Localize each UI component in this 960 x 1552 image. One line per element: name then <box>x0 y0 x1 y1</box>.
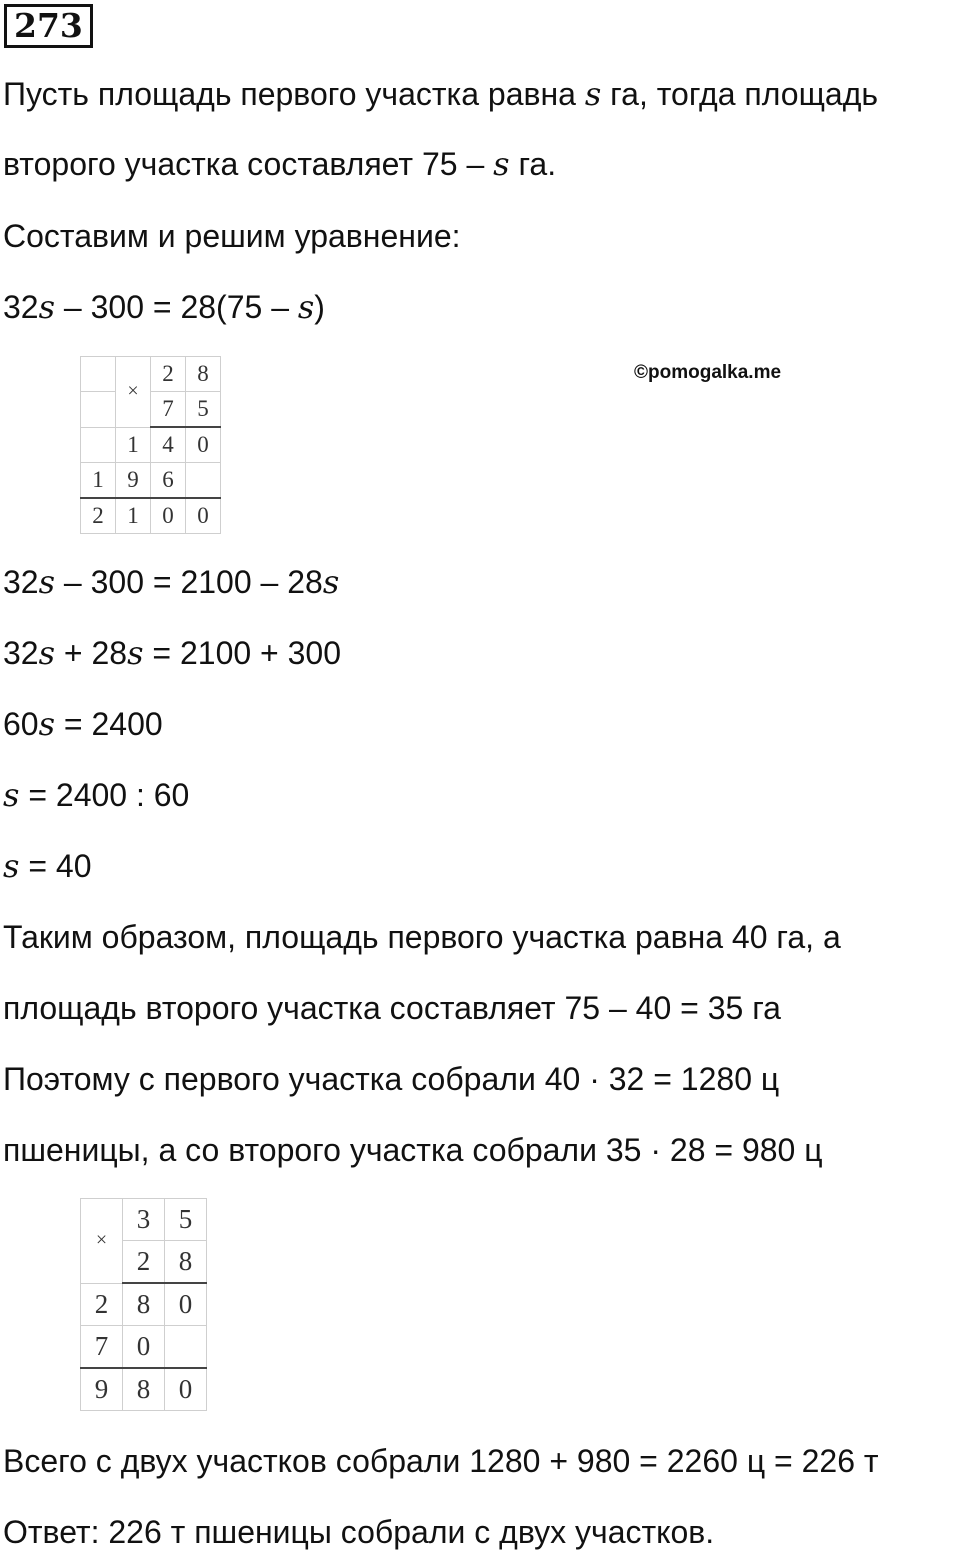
calc-cell: 0 <box>123 1326 165 1369</box>
text: 32 <box>3 635 39 671</box>
variable-s: s <box>584 75 602 113</box>
calc-cell <box>81 427 116 463</box>
calc-cell: 5 <box>186 392 221 428</box>
calc-cell: 2 <box>81 1283 123 1326</box>
calc-cell <box>165 1326 207 1369</box>
calc-cell: 7 <box>81 1326 123 1369</box>
text: второго участка составляет 75 – <box>3 146 494 182</box>
calc-cell: 0 <box>165 1368 207 1411</box>
calc-cell: 2 <box>81 498 116 534</box>
intro-line-2 <box>3 144 556 184</box>
step-3 <box>3 704 163 744</box>
calc-row <box>81 1368 207 1411</box>
text: = 2400 : 60 <box>19 777 190 813</box>
variable-s: s <box>493 145 510 183</box>
calc-row <box>81 1199 207 1241</box>
calc-cell <box>81 392 116 428</box>
calc-cell: 8 <box>123 1283 165 1326</box>
text: – 300 = 28(75 – <box>55 289 298 325</box>
text: – 300 = 2100 – 28 <box>55 564 323 600</box>
watermark: ©pomogalka.me <box>634 362 782 383</box>
calc-row <box>81 498 221 534</box>
equation-main <box>3 287 325 327</box>
total-line: Всего с двух участков собрали 1280 + 980 = 2260 ц = 226 т <box>3 1443 879 1479</box>
conclusion-line-1: Таким образом, площадь первого участка равна 40 га, а <box>3 919 841 955</box>
text: 32 <box>3 289 39 325</box>
answer-line: Ответ: 226 т пшеницы собрали с двух участков. <box>3 1514 715 1550</box>
calc-cell: 5 <box>165 1199 207 1241</box>
conclusion-line-2: площадь второго участка составляет 75 – 40 = 35 га <box>3 990 781 1026</box>
calc-cell <box>186 463 221 499</box>
calc-cell: 9 <box>81 1368 123 1411</box>
multiplication-35x28 <box>80 1198 207 1411</box>
text: га. <box>509 146 557 182</box>
calc-cell: 2 <box>123 1241 165 1284</box>
intro-line-3: Составим и решим уравнение: <box>3 218 461 254</box>
calc-cell: 4 <box>151 427 186 463</box>
text: га, тогда площадь <box>601 76 879 112</box>
multiplication-28x75 <box>80 356 221 534</box>
calc-row <box>81 1283 207 1326</box>
text: 60 <box>3 706 39 742</box>
calc-cell <box>81 357 116 392</box>
variable-s: s <box>297 288 315 326</box>
step-5 <box>3 846 91 886</box>
calc-cell: 0 <box>151 498 186 534</box>
text: + 28 <box>55 635 128 671</box>
calc-cell: 0 <box>186 427 221 463</box>
calc-cell: 1 <box>81 463 116 499</box>
calc-cell: 1 <box>116 427 151 463</box>
calc-cell: 3 <box>123 1199 165 1241</box>
text: Пусть площадь первого участка равна <box>3 76 585 112</box>
step-1 <box>3 562 339 602</box>
calc-cell: 8 <box>165 1241 207 1284</box>
conclusion-line-3: Поэтому с первого участка собрали 40 · 32 = 1280 ц <box>3 1061 780 1097</box>
calc-cell: 8 <box>123 1368 165 1411</box>
multiply-sign: × <box>81 1199 123 1284</box>
calc-cell: 0 <box>186 498 221 534</box>
conclusion-line-4: пшеницы, а со второго участка собрали 35 · 28 = 980 ц <box>3 1132 823 1168</box>
variable-s: s <box>38 634 56 672</box>
text: ) <box>314 289 325 325</box>
step-4 <box>3 775 189 815</box>
step-2 <box>3 633 341 673</box>
calc-cell: 6 <box>151 463 186 499</box>
text: = 2400 <box>55 706 163 742</box>
calc-row <box>81 1326 207 1369</box>
variable-s: s <box>127 634 144 672</box>
calc-row <box>81 463 221 499</box>
variable-s: s <box>322 563 340 601</box>
calc-row <box>81 357 221 392</box>
calc-cell: 2 <box>151 357 186 392</box>
calc-row <box>81 392 221 428</box>
variable-s: s <box>38 705 56 743</box>
intro-line-1 <box>3 74 878 114</box>
text: = 40 <box>19 848 92 884</box>
calc-cell: 0 <box>165 1283 207 1326</box>
variable-s: s <box>3 847 20 885</box>
variable-s: s <box>38 563 56 601</box>
multiply-sign: × <box>116 357 151 428</box>
text: = 2100 + 300 <box>143 635 342 671</box>
variable-s: s <box>3 776 20 814</box>
calc-cell: 7 <box>151 392 186 428</box>
variable-s: s <box>38 288 56 326</box>
calc-cell: 1 <box>116 498 151 534</box>
text: 32 <box>3 564 39 600</box>
calc-cell: 9 <box>116 463 151 499</box>
problem-number: 273 <box>4 4 93 48</box>
calc-row <box>81 427 221 463</box>
calc-cell: 8 <box>186 357 221 392</box>
